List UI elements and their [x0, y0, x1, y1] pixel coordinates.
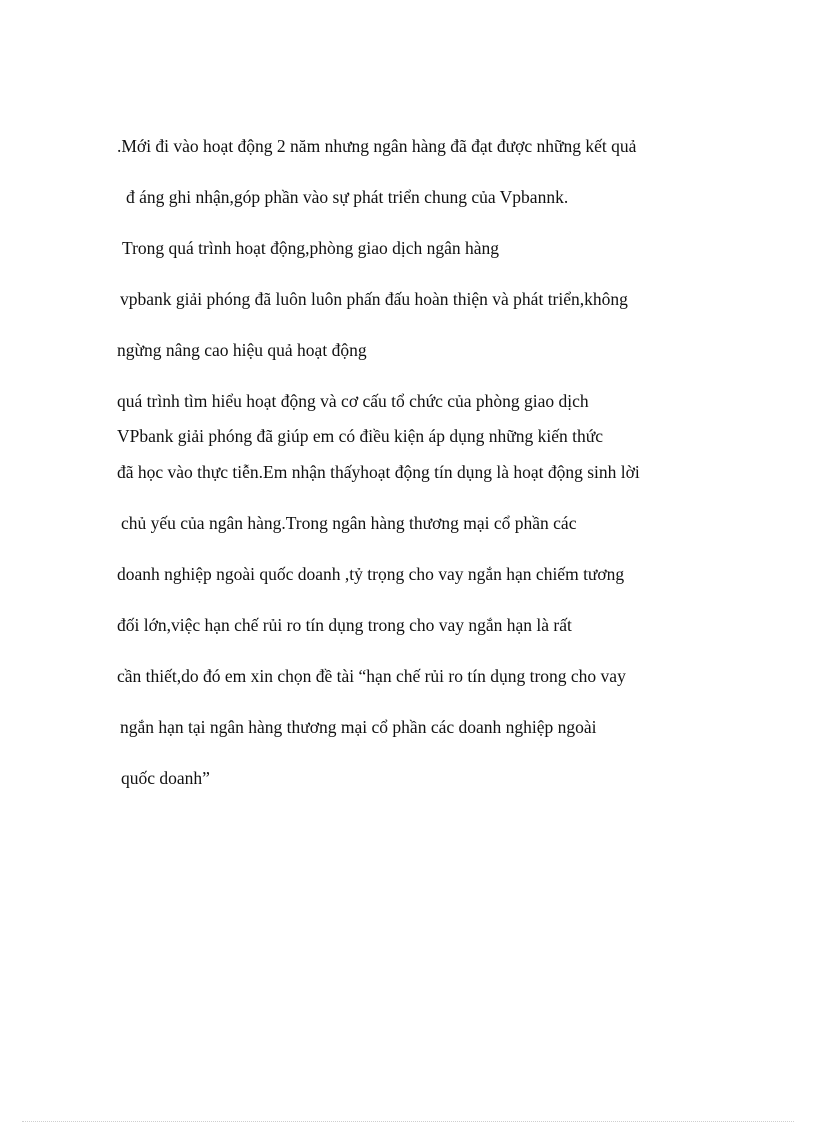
text-line: Trong quá trình hoạt động,phòng giao dịch ngân hàng: [122, 238, 500, 258]
text-line: đã học vào thực tiễn.Em nhận thấyhoạt động tín dụng là hoạt động sinh lời: [117, 462, 640, 482]
text-line: cần thiết,do đó em xin chọn đề tài “hạn chế rủi ro tín dụng trong cho vay: [117, 666, 626, 686]
text-line: vpbank giải phóng đã luôn luôn phấn đấu hoàn thiện và phát triển,không: [120, 289, 628, 309]
text-line: ngắn hạn tại ngân hàng thương mại cổ phần các doanh nghiệp ngoài: [120, 717, 597, 737]
text-line: đ áng ghi nhận,góp phần vào sự phát triển chung của Vpbannk.: [126, 187, 569, 207]
text-line: ngừng nâng cao hiệu quả hoạt động: [117, 340, 367, 360]
text-line: quốc doanh”: [121, 768, 210, 788]
page-bottom-divider: [22, 1121, 794, 1122]
text-line: .Mới đi vào hoạt động 2 năm nhưng ngân hàng đã đạt được những kết quả: [117, 136, 637, 156]
text-line: đối lớn,việc hạn chế rủi ro tín dụng trong cho vay ngắn hạn là rất: [117, 615, 572, 635]
text-line: VPbank giải phóng đã giúp em có điều kiện áp dụng những kiến thức: [117, 426, 604, 446]
text-line: doanh nghiệp ngoài quốc doanh ,tỷ trọng cho vay ngắn hạn chiếm tương: [117, 564, 625, 584]
text-line: quá trình tìm hiểu hoạt động và cơ cấu tổ chức của phòng giao dịch: [117, 391, 589, 411]
text-line: chủ yếu của ngân hàng.Trong ngân hàng thương mại cổ phần các: [121, 513, 577, 533]
